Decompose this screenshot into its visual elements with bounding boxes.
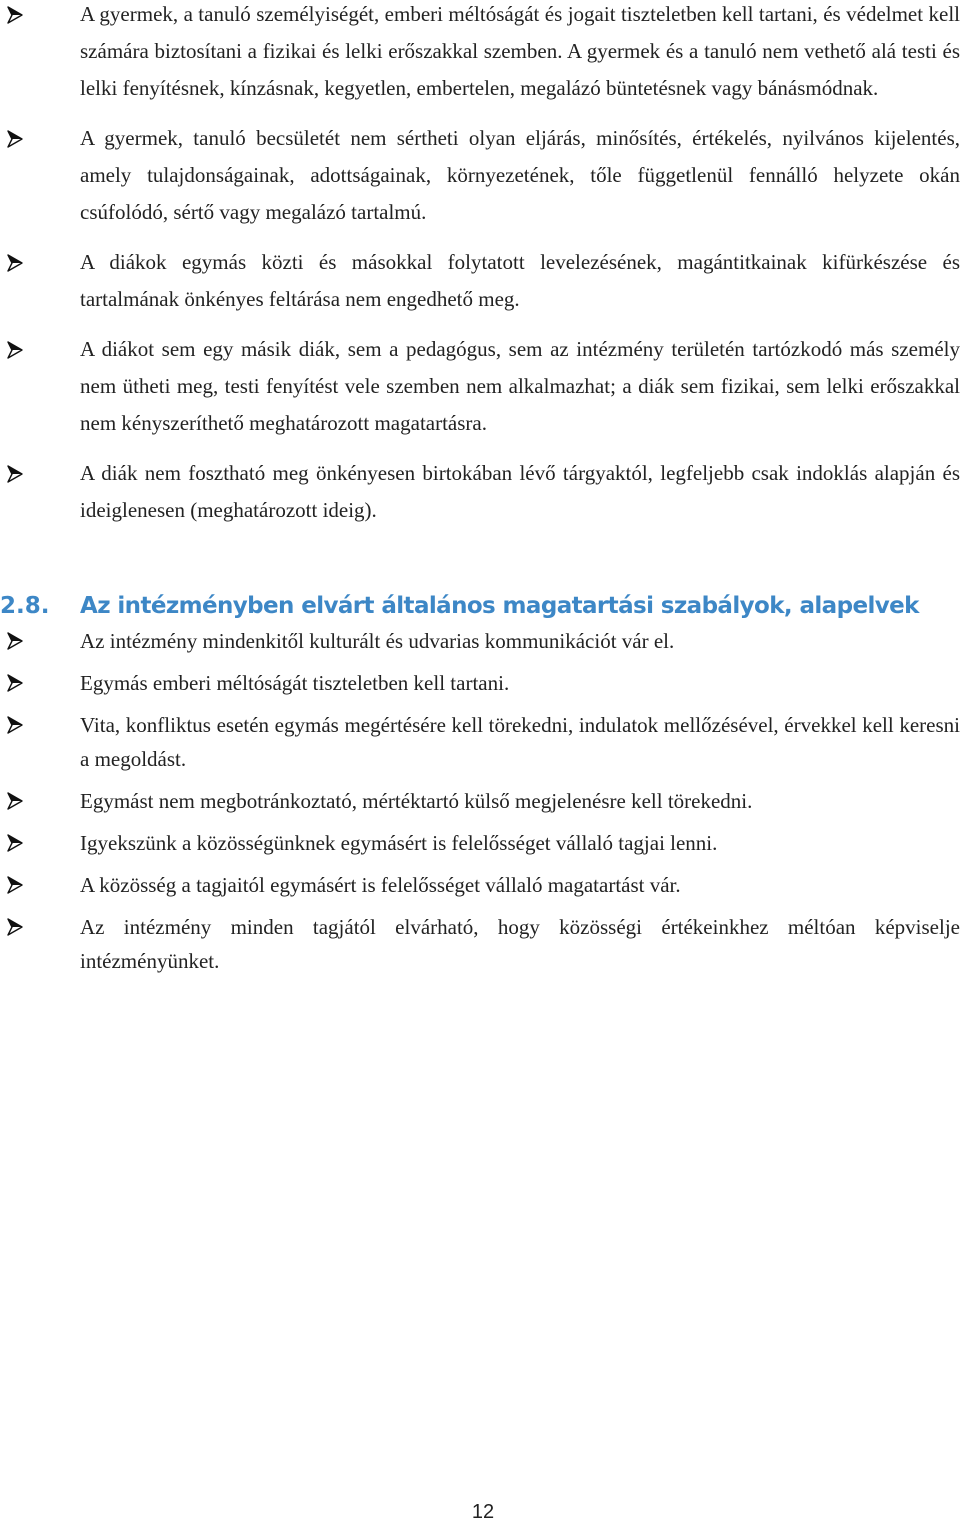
- arrowhead-bullet-icon: [0, 666, 30, 700]
- arrowhead-bullet-icon: [0, 624, 30, 658]
- list-item-text: Az intézmény minden tagjától elvárható, hogy közösségi értékeinkhez méltóan képviselje intézményünket.: [80, 915, 960, 973]
- arrowhead-bullet-icon: [0, 0, 30, 33]
- arrowhead-bullet-icon: [0, 868, 30, 902]
- page-number: 12: [471, 1501, 495, 1523]
- arrowhead-bullet-icon: [0, 244, 30, 281]
- list-item-text: A gyermek, a tanuló személyiségét, emberi méltóságát és jogait tiszteletben kell tartani, és védelmet kell számára biztosítani a fizikai és lelki erőszakkal szemben. A gyermek és a tanuló nem vethető alá testi és lelki fenyítésnek, kínzásnak, kegyetlen, embertelen, megalázó büntetésnek vagy bánásmódnak.: [80, 2, 960, 100]
- arrowhead-bullet-icon: [0, 910, 30, 944]
- list-item: [0, 910, 960, 978]
- list-item: [0, 331, 960, 442]
- arrowhead-bullet-icon: [0, 708, 30, 742]
- list-item-text: A közösség a tagjaitól egymásért is felelősséget vállaló magatartást vár.: [80, 873, 681, 897]
- list-item-text: A diák nem fosztható meg önkényesen birtokában lévő tárgyaktól, legfeljebb csak indoklás alapján és ideiglenesen (meghatározott ideig).: [80, 461, 960, 522]
- arrowhead-bullet-icon: [0, 120, 30, 157]
- list-item-text: Egymást nem megbotránkoztató, mértéktartó külső megjelenésre kell törekedni.: [80, 789, 753, 813]
- list-item-text: Az intézmény mindenkitől kulturált és udvarias kommunikációt vár el.: [80, 629, 675, 653]
- list-item: [0, 624, 960, 658]
- list-item: [0, 0, 960, 107]
- list-item: [0, 666, 960, 700]
- list-item-text: A gyermek, tanuló becsületét nem sértheti olyan eljárás, minősítés, értékelés, nyilvános kijelentés, amely tulajdonságainak, adottságainak, környezetének, tőle függetlenül fennálló helyzete okán csúfolódó, sértő vagy megalázó tartalmú.: [80, 126, 960, 224]
- list-item: [0, 868, 960, 902]
- list-item-text: A diákot sem egy másik diák, sem a pedagógus, sem az intézmény területén tartózkodó más személy nem ütheti meg, testi fenyítést vele szemben nem alkalmazhat; a diák sem fizikai, sem lelki erőszakkal nem kényszeríthető meghatározott magatartásra.: [80, 337, 960, 435]
- list-item-text: Vita, konfliktus esetén egymás megértésére kell törekedni, indulatok mellőzésével, érvekkel kell keresni a megoldást.: [80, 713, 960, 771]
- section-number: 2.8.: [0, 593, 50, 619]
- section-heading: [0, 586, 960, 626]
- conduct-rules-list: [0, 624, 960, 986]
- list-item: [0, 826, 960, 860]
- list-item: [0, 784, 960, 818]
- list-item: [0, 455, 960, 529]
- section-title: Az intézményben elvárt általános magatartási szabályok, alapelvek: [80, 593, 919, 619]
- list-item: [0, 244, 960, 318]
- arrowhead-bullet-icon: [0, 331, 30, 368]
- list-item-text: A diákok egymás közti és másokkal folytatott levelezésének, magántitkainak kifürkészése és tartalmának önkényes feltárása nem engedhető meg.: [80, 250, 960, 311]
- rights-list: [0, 0, 960, 542]
- arrowhead-bullet-icon: [0, 826, 30, 860]
- list-item: [0, 708, 960, 776]
- arrowhead-bullet-icon: [0, 455, 30, 492]
- arrowhead-bullet-icon: [0, 784, 30, 818]
- list-item-text: Egymás emberi méltóságát tiszteletben kell tartani.: [80, 671, 510, 695]
- list-item-text: Igyekszünk a közösségünknek egymásért is felelősséget vállaló tagjai lenni.: [80, 831, 718, 855]
- list-item: [0, 120, 960, 231]
